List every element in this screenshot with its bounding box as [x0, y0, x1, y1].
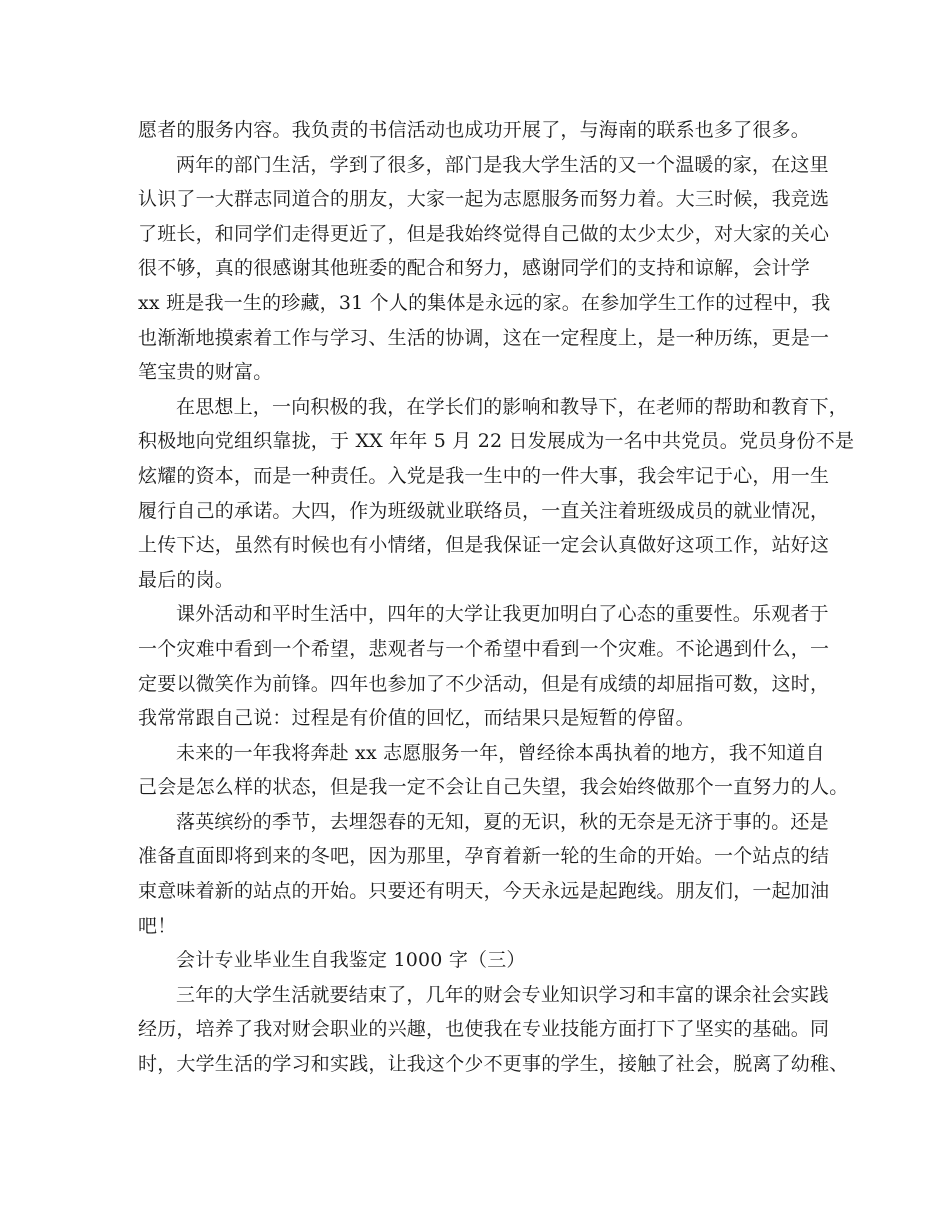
text-line: 最后的岗。: [138, 568, 235, 591]
paragraph-start-line: 落英缤纷的季节，去埋怨春的无知，夏的无识，秋的无奈是无济于事的。还是: [176, 810, 829, 833]
text-line: 上传下达，虽然有时候也有小情绪，但是我保证一定会认真做好这项工作，站好这: [138, 534, 830, 557]
body-text: [138, 113, 855, 1082]
text-line: 炫耀的资本，而是一种责任。入党是我一生中的一件大事，我会牢记于心，用一生: [138, 464, 830, 487]
text-line: 经历，培养了我对财会职业的兴趣，也使我在专业技能方面打下了坚实的基础。同: [138, 1018, 830, 1041]
text-line: 己会是怎么样的状态，但是我一定不会让自己失望，我会始终做那个一直努力的人。: [138, 776, 849, 799]
text-line: 履行自己的承诺。大四，作为班级就业联络员，一直关注着班级成员的就业情况，: [138, 499, 830, 522]
text-line: 准备直面即将到来的冬吧，因为那里，孕育着新一轮的生命的开始。一个站点的结: [138, 845, 830, 868]
paragraph-start-line: 三年的大学生活就要结束了，几年的财会专业知识学习和丰富的课余社会实践: [176, 983, 829, 1006]
paragraph-start-line: 两年的部门生活，学到了很多，部门是我大学生活的又一个温暖的家，在这里: [176, 153, 829, 176]
paragraph-start-line: 在思想上，一向积极的我，在学长们的影响和教导下，在老师的帮助和教育下，: [176, 395, 849, 418]
paragraph-start-line: 课外活动和平时生活中，四年的大学让我更加明白了心态的重要性。乐观者于: [176, 603, 829, 626]
text-line: 认识了一大群志同道合的朋友，大家一起为志愿服务而努力着。大三时候，我竞选: [138, 188, 830, 211]
text-line: 一个灾难中看到一个希望，悲观者与一个希望中看到一个灾难。不论遇到什么，一: [138, 637, 830, 660]
text-line: 笔宝贵的财富。: [138, 361, 273, 384]
section-heading: 会计专业毕业生自我鉴定 1000 字（三）: [176, 949, 526, 972]
text-line: 时，大学生活的学习和实践，让我这个少不更事的学生，接触了社会，脱离了幼稚、: [138, 1053, 849, 1076]
text-line: 很不够，真的很感谢其他班委的配合和努力，感谢同学们的支持和谅解，会计学: [138, 257, 811, 280]
text-line: 积极地向党组织靠拢，于 XX 年年 5 月 22 日发展成为一名中共党员。党员身份不是: [138, 430, 855, 453]
text-line: 愿者的服务内容。我负责的书信活动也成功开展了，与海南的联系也多了很多。: [138, 119, 811, 141]
text-line: 也渐渐地摸索着工作与学习、生活的协调，这在一定程度上，是一种历练，更是一: [138, 326, 830, 349]
text-line: 束意味着新的站点的开始。只要还有明天，今天永远是起跑线。朋友们，一起加油: [138, 880, 830, 903]
text-line: 定要以微笑作为前锋。四年也参加了不少活动，但是有成绩的却屈指可数，这时，: [138, 672, 830, 695]
text-line: 吧！: [138, 914, 177, 937]
text-line: xx 班是我一生的珍藏，31 个人的集体是永远的家。在参加学生工作的过程中，我: [138, 291, 831, 314]
paragraph-start-line: 未来的一年我将奔赴 xx 志愿服务一年，曾经徐本禹执着的地方，我不知道自: [176, 741, 825, 764]
text-line: 了班长，和同学们走得更近了，但是我始终觉得自己做的太少太少，对大家的关心: [138, 222, 830, 245]
text-line: 我常常跟自己说：过程是有价值的回忆，而结果只是短暂的停留。: [138, 707, 695, 730]
